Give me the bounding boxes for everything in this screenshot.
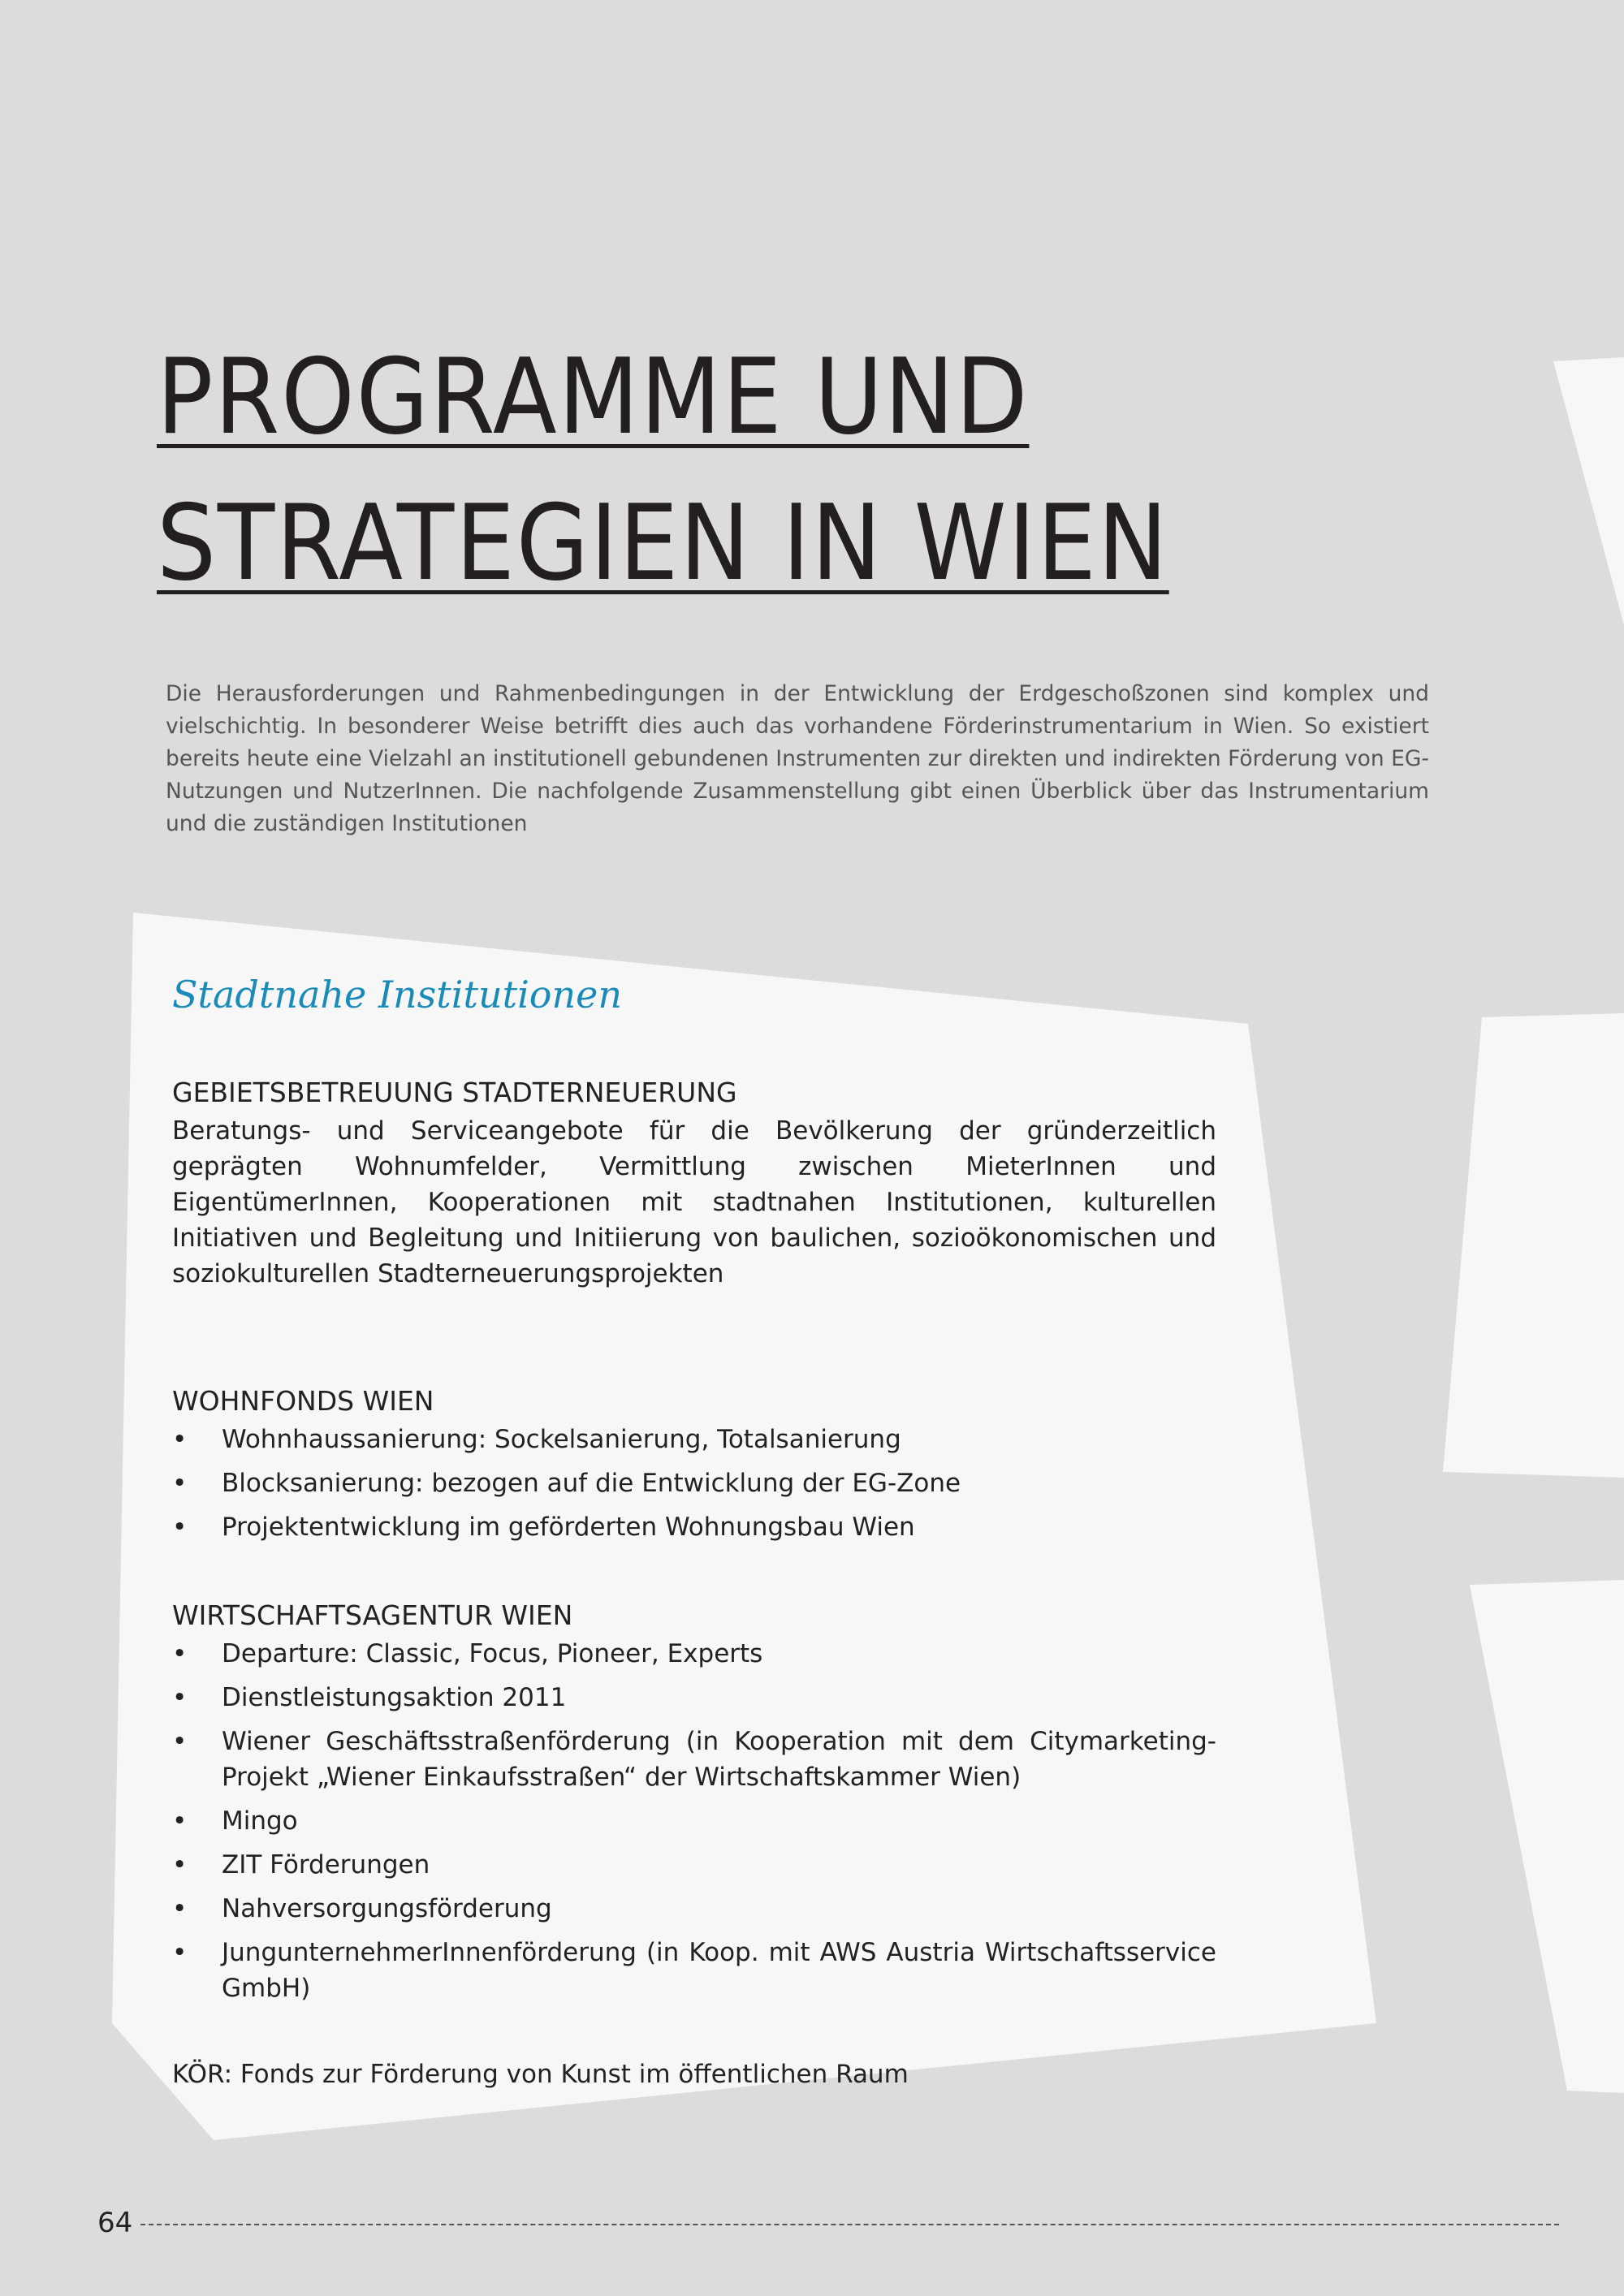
decor-shape-mid-right: [1443, 1013, 1624, 1478]
decor-shape-bottom-right: [1470, 1580, 1624, 2093]
list-item: • Wiener Geschäftsstraßenförderung (in Kooperation mit dem Citymarketing-Projekt „Wiener Einkaufsstraßen“ der Wirtschaftskammer Wien): [172, 1724, 1216, 1795]
page-title: [157, 325, 1169, 617]
list-item: • Nahversorgungsförderung: [172, 1891, 1216, 1927]
org-title: WIRTSCHAFTSAGENTUR WIEN: [172, 1599, 573, 1631]
org-title: WOHNFONDS WIEN: [172, 1385, 434, 1417]
section-heading: Stadtnahe Institutionen: [172, 973, 622, 1016]
org-gebietsbetreuung: [172, 1072, 1216, 1292]
list-item: • Dienstleistungsaktion 2011: [172, 1680, 1216, 1716]
institutions-content: [172, 970, 1216, 2092]
bullet-list: [172, 1422, 1216, 1545]
intro-paragraph: Die Herausforderungen und Rahmenbedingungen in der Entwicklung der Erdgeschoßzonen sind komplex und vielschichtig. In besonderer Weise betrifft dies auch das vorhandene Förderinstrumentarium in Wien. So existiert bereits heute eine Vielzahl an institutionell gebundenen Instrumenten zur direkten und indirekten Förderung von EG-Nutzungen und NutzerInnen. Die nachfolgende Zusammenstellung gibt einen Überblick über das Instrumentarium und die zuständigen Institutionen: [166, 681, 1429, 836]
page-title-line1: PROGRAMME UND: [157, 337, 1030, 458]
decor-shape-top-right: [1553, 357, 1624, 625]
org-title: GEBIETSBETREUUNG STADTERNEUERUNG: [172, 1077, 737, 1108]
list-item: • Mingo: [172, 1803, 1216, 1839]
footer-dashed-rule: [140, 2224, 1559, 2225]
list-item: • JungunternehmerInnenförderung (in Koop. mit AWS Austria Wirtschaftsservice GmbH): [172, 1935, 1216, 2006]
list-item: • Wohnhaussanierung: Sockelsanierung, Totalsanierung: [172, 1422, 1216, 1457]
org-wohnfonds: [172, 1381, 1216, 1545]
list-item: • Departure: Classic, Focus, Pioneer, Experts: [172, 1636, 1216, 1672]
list-item: • ZIT Förderungen: [172, 1847, 1216, 1883]
page-footer: [97, 2205, 1559, 2241]
list-item: • Projektentwicklung im geförderten Wohnungsbau Wien: [172, 1509, 1216, 1545]
list-item: • Blocksanierung: bezogen auf die Entwicklung der EG-Zone: [172, 1465, 1216, 1501]
org-wirtschaftsagentur: [172, 1595, 1216, 2006]
kor-fund-line: KÖR: Fonds zur Förderung von Kunst im öffentlichen Raum: [172, 2060, 909, 2089]
bullet-list: [172, 1636, 1216, 2006]
page-title-line2: STRATEGIEN IN WIEN: [157, 483, 1169, 604]
page-number: 64: [97, 2207, 133, 2239]
org-description: Beratungs- und Serviceangebote für die Bevölkerung der gründerzeitlich geprägten Wohnumfelder, Vermittlung zwischen MieterInnen und EigentümerInnen, Kooperationen mit stadtnahen Institutionen, kulturellen Initiativen und Begleitung und Initiierung von baulichen, sozioökonomischen und soziokulturellen Stadterneuerungsprojekten: [172, 1116, 1216, 1288]
